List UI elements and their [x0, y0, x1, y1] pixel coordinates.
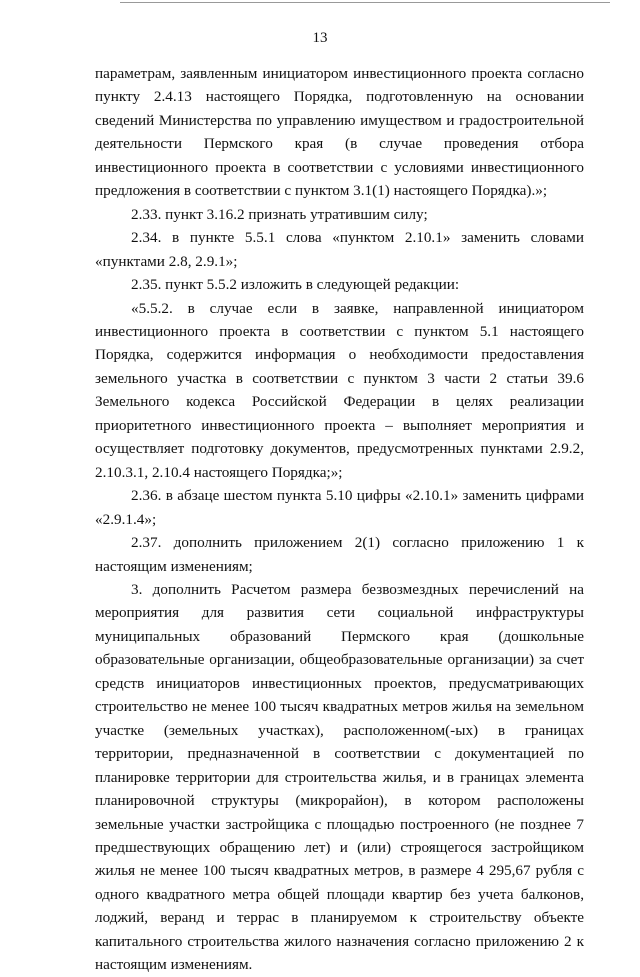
paragraph-item-3: 3. дополнить Расчетом размера безвозмездных перечислений на мероприятия для развития сети социальной инфраструктуры муниципальных образований Пермского края (дошкольные образовательные организации, общеобразовательные организации) за счет средств инициаторов инвестиционных проектов, предусматривающих строительство не менее 100 тысяч квадратных метров жилья на земельном участке (земельных участках), расположенном(-ых) в границах территории, предназначенной в соответствии с документацией по планировке территории для строительства жилья, и в границах элемента планировочной структуры (микрорайон), в котором расположены земельные участки застройщика с площадью построенного (не позднее 7 предшествующих обращению лет) и (или) строящегося застройщиком жилья не менее 100 тысяч квадратных метров, в размере 4 295,67 рубля с одного квадратного метра общей площади квартир без учета балконов, лоджий, веранд и террас в планируемом к строительству объекте капитального строительства жилого назначения согласно приложению 2 к настоящим изменениям. — [95, 580, 584, 974]
paragraph-continuation: параметрам, заявленным инициатором инвестиционного проекта согласно пункту 2.4.13 настоящего Порядка, подготовленную на основании сведений Министерства по управлению имуществом и градостроительной деятельности Пермского края (в случае проведения отбора инвестиционного проекта в соответствии с условиями инвестиционного предложения в соответствии с пунктом 3.1(1) настоящего Порядка).»; — [95, 65, 584, 200]
document-body — [95, 62, 584, 977]
paragraph-quote-5-5-2: «5.5.2. в случае если в заявке, направленной инициатором инвестиционного проекта в соответствии с пунктом 5.1 настоящего Порядка, содержится информация о необходимости предоставления земельного участка в соответствии с пунктом 3 части 2 статьи 39.6 Земельного кодекса Российской Федерации в целях реализации приоритетного инвестиционного проекта – выполняет мероприятия и осуществляет подготовку документов, предусмотренных пунктами 2.9.2, 2.10.3.1, 2.10.4 настоящего Порядка;»; — [95, 299, 584, 481]
paragraph-item-2-37: 2.37. дополнить приложением 2(1) согласно приложению 1 к настоящим изменениям; — [95, 534, 584, 575]
paragraph-item-2-33: 2.33. пункт 3.16.2 признать утратившим силу; — [131, 205, 428, 223]
page-number: 13 — [312, 30, 328, 46]
top-scan-edge-line — [120, 2, 610, 3]
paragraph-item-2-36: 2.36. в абзаце шестом пункта 5.10 цифры «2.10.1» заменить цифрами «2.9.1.4»; — [95, 487, 584, 528]
paragraph-item-2-34: 2.34. в пункте 5.5.1 слова «пунктом 2.10.1» заменить словами «пунктами 2.8, 2.9.1»; — [95, 229, 584, 270]
paragraph-item-2-35: 2.35. пункт 5.5.2 изложить в следующей редакции: — [131, 276, 460, 294]
